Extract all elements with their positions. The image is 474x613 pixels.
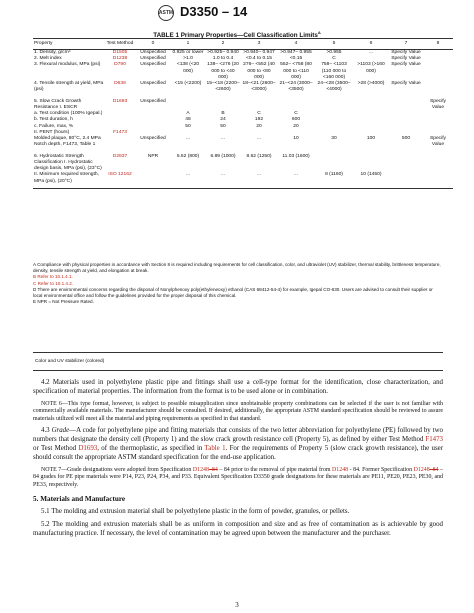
table-cell: 138– <276 (20 000 to <40 000) [207,62,239,80]
link-d1693[interactable]: D1693 [78,444,98,452]
table-cell: D790 [114,62,126,68]
table-cell: D2837 [112,154,128,159]
table-cell: Unspecified [140,50,166,56]
paragraph-4-3: 4.3 Grade—A code for polyethylene pipe and fitting materials that consists of the two letter abbreviation for polyethylene (PE) followed by two numbers that designate the density cell (Property 1) and the slow crack growth resistance cell (Property 5), as defined by either Test Method F1473 or Test Method D1693, of the thermoplastic, as specified in Table 1. For the requirements of Property 5 (slow crack growth resistance), the user should consult the appropriate ASTM standard specification for the end-use application. [33,427,444,461]
table-cell: Unspecified [140,56,166,62]
note-6: NOTE 6—This type format, however, is subject to possible misapplication since unobtainable property combinations can be selected if the user is not familiar with commercially available materials. The manufacturer should be consulted. If desired, additionally, the appropriate ASTM standard specification should be reviewed to assure materials utilized will meet all the material and piping requirements as specified in that standard. [33,400,443,422]
table-cell [105,136,135,148]
column-header: 7 [389,39,423,50]
table-row [33,136,453,148]
property-cell: b. Test duration, h [34,117,73,123]
table-cell: 552– <758 (80 000 to <110 000) [280,62,312,80]
table-cell: ... [220,135,226,141]
color-uv-row: Color and UV stabilizer (colored) [35,359,105,364]
table-cell: 10 [293,135,299,141]
paragraph-4-2: 4.2 Materials used in polyethylene plastic pipe and fittings shall use a cell-type format for the identification, close characterization, and specification of material properties. The information from the format is to be used alone or in combination. [33,379,443,395]
property-cell: 5. Slow Crack Growth Resistance I. ESCR [34,99,82,111]
table-cell: 8 (1160) [315,172,353,188]
table-cell: >1.0 [183,56,193,62]
table-cell: 8.62 (1250) [246,154,272,159]
table-cell: C [294,111,298,117]
table-cell: Specify Value [391,80,421,86]
section-5-heading: 5. Materials and Manufacture [33,495,126,504]
table-cell: C [332,56,336,62]
paragraph-5-1: 5.1 The molding and extrusion material shall be polyethylene plastic in the form of powder, granules, or pellets. [41,508,350,516]
footnote: A Compliance with physical properties in accordance with Section 8 is required including requirements for cell classification, color, and ultraviolet (UV) stabilizer, thermal stability, brittleness temperature, density, tensile strength at yield, and elongation at break. [33,262,441,274]
table-cell [135,172,171,188]
table-cell: ... [277,172,315,188]
table-cell: 0.925 or lower [172,50,204,56]
table-cell: 50 [185,123,191,129]
table-row [33,81,453,93]
column-header: 8 [423,39,453,50]
divider [33,352,443,353]
table-cell: <138 (<20 000) [176,62,200,74]
link-f1473[interactable]: F1473 [425,436,443,444]
table-cell: <0.4 to 0.15 [246,56,272,62]
table-cell: ... [241,172,277,188]
table-cell: 48 [185,117,191,123]
property-cell: 2. Melt index [34,56,62,62]
table-cell: ISO 12162 [105,172,135,188]
table-cell [389,148,423,172]
table-cell: D1693 [112,99,128,104]
property-cell: Molded plaque, 80°C, 2.4 MPa Notch depth, F1473, Table 1 [34,135,101,147]
table-cell: 6.89 (1000) [210,154,236,159]
document-title: D3350 – 14 [180,4,248,19]
paragraph-5-2: 5.2 The molding and extrusion materials shall be as uniform in composition and size and as free of contamination as is achievable by good manufacturing practice. If necessary, the level of contamination may be agreed upon between the manufacturer and the purchaser. [33,521,443,538]
table-cell: 276– <552 (40 000 to <80 000) [243,62,275,80]
table-cell: >28 (>4000) [357,80,385,86]
table-cell [277,93,315,111]
table-cell [315,93,353,111]
table-cell [205,93,241,111]
table-cell [389,93,423,111]
table-cell [423,50,453,57]
table-cell: Specify Value [391,50,421,56]
table-cell: 5.52 (800) [176,154,200,159]
table-cell [389,172,423,188]
divider [33,370,443,371]
column-header: 0 [135,39,171,50]
column-header: 2 [205,39,241,50]
footnote: C Refer to 10.1.4.2. [33,280,74,286]
table-cell: 24–<28 (3500– <4000) [317,80,351,92]
table-row [33,93,453,111]
footnote: D There are environmental concerns regarding the disposal of Nonylphenoxy poly(ethyleneoxy) ethanol (CAS 68412-54-4) for example, Igepal CO-630. Users are advised to consult their supplier or local environmental office and follow the guidelines provided for the proper disposal of this chemical. [33,286,433,298]
table-cell [423,81,453,93]
table-cell: 24 [220,117,226,123]
table-cell: F1473 [113,129,127,135]
table-footnotes [33,262,443,305]
table-cell: <15 (<2200) [174,80,202,86]
property-cell: c. Failure, max, % [34,123,74,129]
table-cell: 50 [220,123,226,129]
page-number: 3 [235,601,239,609]
table-cell: ... [256,135,262,141]
table-cell: 758– <1103 (110 000 to <160 000) [321,62,347,80]
column-header: 3 [241,39,277,50]
table-cell: 21–<24 (3000– <3500) [279,80,313,92]
table-cell: ... [205,172,241,188]
table-cell: 192 [254,117,264,123]
table-cell: 20 [256,123,262,129]
table-cell: >0.925– 0.940 [207,50,239,56]
table-cell: 11.03 (1600) [282,154,310,159]
body-text [33,379,443,543]
link-table-1[interactable]: Table 1 [204,444,226,452]
table-header-row [33,39,453,50]
table-cell: C [257,111,261,117]
table-cell [171,93,205,111]
cell-classification-table [33,38,453,189]
table-cell: 600 [291,117,301,123]
table-title: TABLE 1 Primary Properties—Cell Classification Limits$^A$ [153,30,321,40]
link-d1248[interactable]: D1248 [413,466,430,473]
table-cell: Unspecified [140,99,166,104]
table-cell: Unspecified [140,62,166,68]
table-cell: Specify Value [391,56,421,62]
table-cell: 30 [331,135,337,141]
property-cell: 1. Density, g/cm³ [34,50,71,56]
table-cell [423,172,453,188]
property-cell: 4. Tensile strength at yield, MPa (psi) [34,80,104,92]
table-cell: A [186,111,190,117]
table-cell [423,62,453,80]
astm-logo-icon: ASTM [158,5,174,21]
table-row [33,50,453,57]
link-d1248[interactable]: D1248 [192,466,209,473]
table-row [33,62,453,80]
table-cell [315,148,353,172]
property-cell: 3. Flexural modulus, MPa (psi) [34,62,101,68]
table-row [33,148,453,172]
table-cell: ... [185,135,191,141]
column-header: 4 [277,39,315,50]
table-cell [353,148,389,172]
table-cell: ... [171,172,205,188]
table-cell: ... [368,50,374,56]
table-cell: 1.0 to 0.4 [212,56,234,62]
link-d1248[interactable]: D1248 [332,466,349,473]
table-cell [423,148,453,172]
table-cell: Specify Value [429,135,447,147]
table-cell: 15–<18 (2200– <2600) [206,80,240,92]
footnote: E NPR = Not Pressure Rated. [33,299,94,305]
column-header: Property [33,39,105,50]
property-cell: II. PENT (hours) [34,129,70,135]
table-cell: NPR [147,154,159,159]
table-cell: 18–<21 (2600– <3000) [242,80,276,92]
table-cell: D638 [114,80,126,86]
property-cell: a. Test condition (100% Igepal.) [34,111,103,117]
property-cell: II. Minimum required strength, MPa (psi), (20°C) [33,172,105,188]
table-cell: Specify Value [391,62,421,68]
table-cell: 10 (1450) [353,172,389,188]
table-cell: D1505 [112,50,128,56]
table-cell [353,93,389,111]
table-cell [241,93,277,111]
table-cell: 500 [401,135,411,141]
table-cell: D1238 [112,56,128,62]
column-header: 1 [171,39,205,50]
footnote: B Refer to 10.1.4.1. [33,274,73,280]
table-cell: B [221,111,225,117]
table-cell: <0.15 [289,56,303,62]
table-cell: Unspecified [140,135,166,141]
table-cell: 20 [293,123,299,129]
table-cell: Specify Value [429,99,447,111]
column-header: 6 [353,39,389,50]
table-cell: 100 [366,135,376,141]
table-cell: Unspecified [140,80,166,86]
table-row [33,172,453,188]
table-cell: >1103 (>160 000) [357,62,385,74]
table-cell: >0.955 [326,50,342,56]
column-header: Test Method [105,39,135,50]
note-7: NOTE 7—Grade designations were adopted from Specification D1248–84 – 84 prior to the removal of pipe material from D1248 - 84. Former Specification D1248–84 – 84 grades for PE pipe materials were P14, P23, P24, P34, and P33. Equivalent Specification D3350 grade designations for these materials are PE11, PE20, PE23, PE30, and PE33, respectively. [33,466,443,488]
property-cell: 6. Hydrostatic Strength Classification I. Hydrostatic design basis, MPa (psi), (23°C) [34,154,102,172]
table-cell: >0.947– 0.955 [280,50,312,56]
column-header: 5 [315,39,353,50]
table-cell: >0.940– 0.947 [243,50,275,56]
